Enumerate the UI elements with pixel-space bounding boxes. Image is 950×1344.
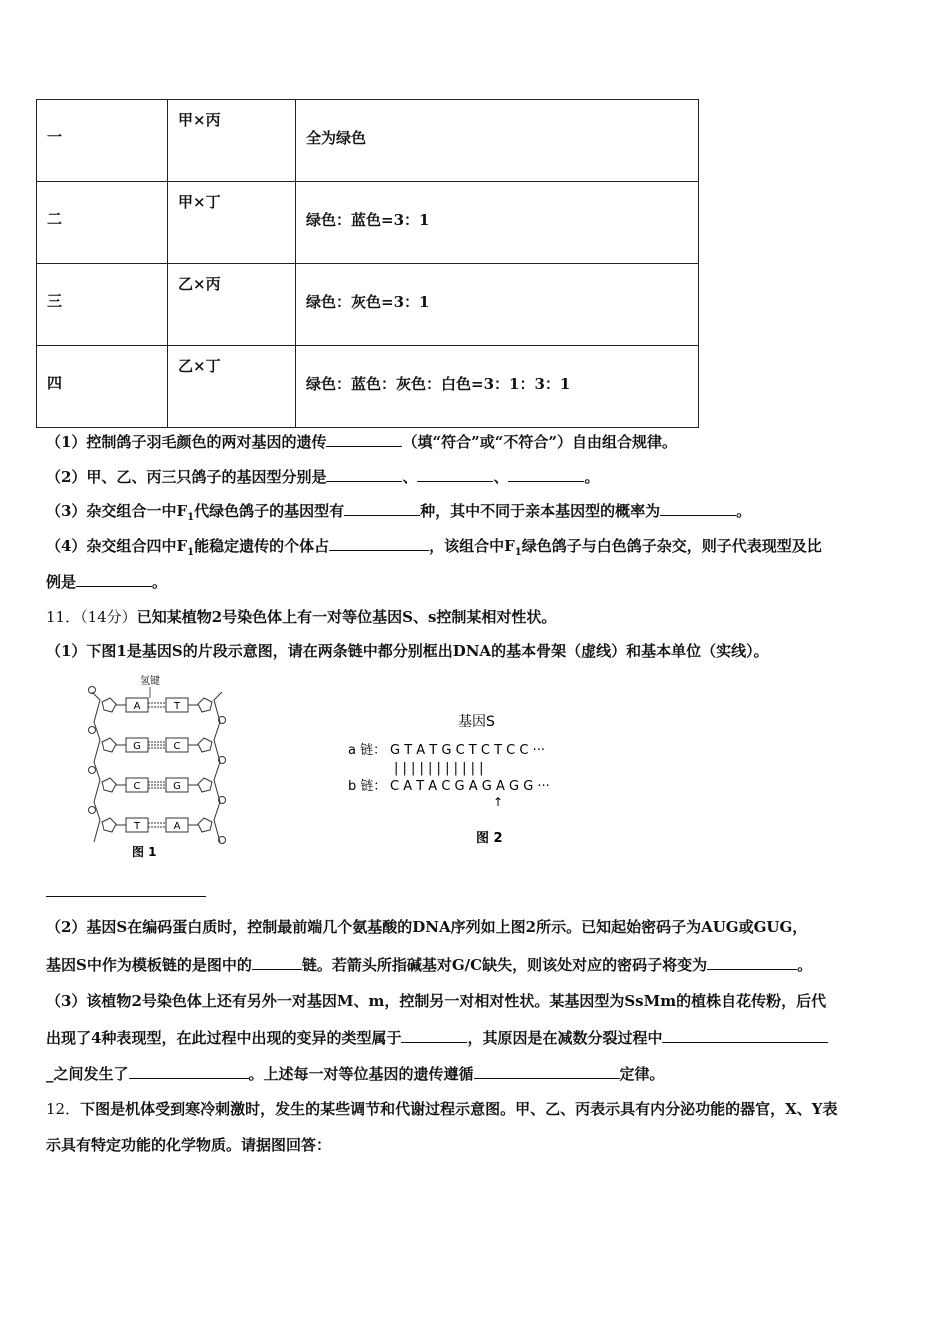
base-pair-bars: | | | | | | | | | | | — [394, 761, 484, 776]
strand-b-label: b 链： — [348, 779, 387, 794]
base-label: C — [133, 781, 141, 792]
answer-blank[interactable] — [474, 1064, 620, 1079]
answer-blank[interactable] — [326, 467, 402, 482]
answer-blank[interactable] — [401, 1028, 467, 1043]
group-cell: 二 — [37, 182, 168, 264]
figure2-caption: 图 2 — [476, 831, 503, 846]
hydrogen-bond-label: 氢键 — [140, 676, 160, 687]
cross-cell: 乙×丁 — [168, 346, 296, 428]
base-label: A — [173, 821, 181, 832]
q11-part2-cont: 基因S中作为模板链的是图中的 链。若箭头所指碱基对G/C缺失，则该处对应的密码子将变为 。 — [46, 956, 813, 974]
base-label: T — [173, 701, 181, 712]
cross-cell: 甲×丁 — [168, 182, 296, 264]
q11-part2: （2）基因S在编码蛋白质时，控制最前端几个氨基酸的DNA序列如上图2所示。已知起始密码子为AUG或GUG， — [46, 918, 808, 936]
figure2-title: 基因S — [458, 714, 495, 730]
answer-blank[interactable] — [76, 572, 152, 587]
strand-b-sequence: C A T A C G A G A G G ··· — [390, 779, 550, 794]
q11-part3: （3）该植物2号染色体上还有另外一对基因M、m，控制另一对相对性状。某基因型为SsMm的植株自花传粉，后代 — [46, 992, 827, 1010]
base-label: C — [173, 741, 181, 752]
q11-stem: 11．（14分）已知某植物2号染色体上有一对等位基因S、s控制某相对性状。 — [46, 608, 557, 626]
answer-blank[interactable] — [707, 955, 797, 970]
q10-part1: （1）控制鸽子羽毛颜色的两对基因的遗传 （填“符合”或“不符合”）自由组合规律。 — [46, 433, 677, 451]
q11-part3-cont: 出现了4种表现型，在此过程中出现的变异的类型属于 ，其原因是在减数分裂过程中 — [46, 1027, 828, 1048]
table-row — [37, 346, 699, 428]
q10-part4-cont: 例是 。 — [46, 573, 168, 591]
base-label: G — [133, 741, 141, 752]
answer-blank[interactable] — [344, 501, 420, 516]
dna-fragment-figure — [80, 672, 240, 862]
answer-blank[interactable] — [252, 955, 302, 970]
answer-blank[interactable] — [662, 1028, 828, 1043]
base-label: T — [133, 821, 141, 832]
q11-part1: （1）下图1是基因S的片段示意图，请在两条链中都分别框出DNA的基本骨架（虚线）和基本单位（实线）。 — [46, 642, 769, 660]
q11-part3-cont2: _之间发生了 。上述每一对等位基因的遗传遵循 定律。 — [46, 1065, 665, 1083]
answer-blank[interactable] — [660, 501, 736, 516]
q10-part4: （4）杂交组合四中$F_1$能稳定遗传的个体占 ，该组合中$F_1$绿色鸽子与白色鸽子杂交，则子代表现型及比 — [46, 537, 822, 558]
base-label: G — [173, 781, 181, 792]
answer-blank[interactable] — [329, 536, 429, 551]
cross-cell: 乙×丙 — [168, 264, 296, 346]
answer-blank[interactable] — [326, 432, 402, 447]
result-cell: 绿色：蓝色=3：1 — [296, 182, 699, 264]
gene-s-sequence-figure — [340, 706, 590, 856]
q10-part3: （3）杂交组合一中$F_1$代绿色鸽子的基因型有 种，其中不同于亲本基因型的概率为 。 — [46, 502, 752, 523]
table-row — [37, 100, 699, 182]
table-row — [37, 264, 699, 346]
result-cell: 绿色：蓝色：灰色：白色=3：1：3：1 — [296, 346, 699, 428]
group-cell: 一 — [37, 100, 168, 182]
cross-results-table — [36, 99, 699, 428]
result-cell: 绿色：灰色=3：1 — [296, 264, 699, 346]
strand-a-label: a 链： — [348, 743, 387, 758]
cross-cell: 甲×丙 — [168, 100, 296, 182]
group-cell: 四 — [37, 346, 168, 428]
answer-blank[interactable] — [508, 467, 584, 482]
q12-stem-cont: 示具有特定功能的化学物质。请据图回答： — [46, 1136, 332, 1154]
strand-a-sequence: G T A T G C T C T C C ··· — [390, 743, 545, 758]
separator-line — [46, 896, 206, 897]
q12-stem: 12．下图是机体受到寒冷刺激时，发生的某些调节和代谢过程示意图。甲、乙、丙表示具有内分泌功能的器官，X、Y表 — [46, 1100, 838, 1118]
answer-blank[interactable] — [417, 467, 493, 482]
table-row — [37, 182, 699, 264]
q10-part2: （2）甲、乙、丙三只鸽子的基因型分别是 、 、 。 — [46, 468, 600, 486]
answer-blank[interactable] — [129, 1064, 249, 1079]
result-cell: 全为绿色 — [296, 100, 699, 182]
figure1-caption: 图 1 — [132, 845, 157, 859]
arrow-icon: ↑ — [493, 795, 504, 809]
base-label: A — [133, 701, 141, 712]
group-cell: 三 — [37, 264, 168, 346]
